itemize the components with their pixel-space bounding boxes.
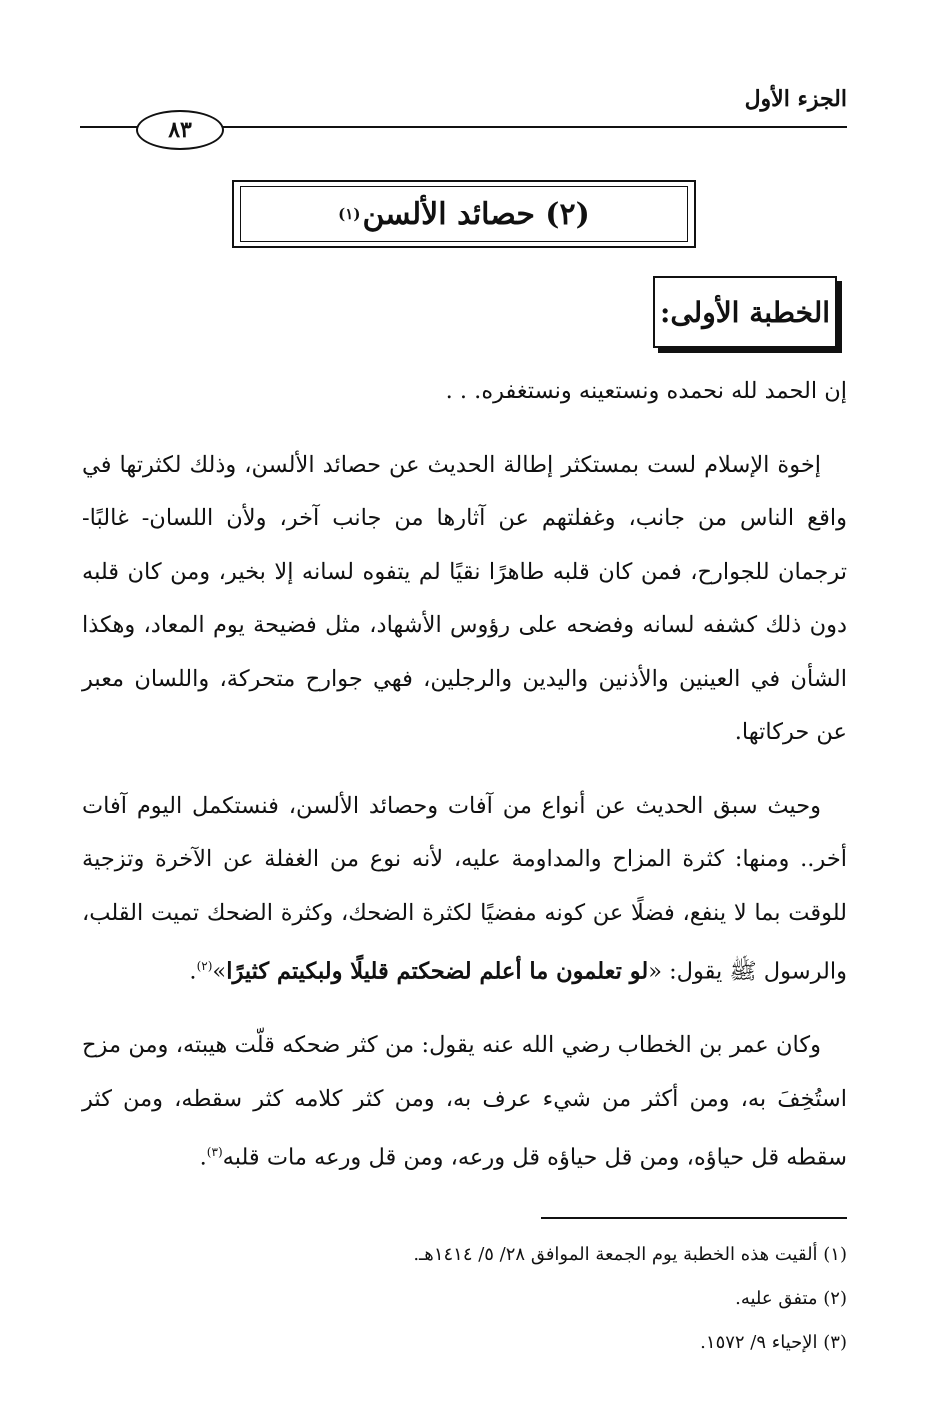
chapter-title-text: (٢) حصائد الألسن bbox=[362, 196, 590, 232]
footnote-ref-3: (٣) bbox=[206, 1145, 223, 1159]
page-number: ٨٣ bbox=[136, 110, 224, 150]
title-footnote-ref: (١) bbox=[338, 205, 361, 223]
chapter-title bbox=[232, 180, 696, 248]
paragraph-3-end: . bbox=[199, 1144, 207, 1171]
footnote-rule bbox=[541, 1217, 847, 1219]
hadith-quote: لو تعلمون ما أعلم لضحكتم قليلًا ولبكيتم كثيرًا bbox=[226, 958, 649, 985]
quote-close-mark: » bbox=[212, 958, 227, 985]
footnote-ref-2: (٢) bbox=[196, 959, 213, 973]
opening-line: إن الحمد لله نحمده ونستعينه ونستغفره. . . bbox=[445, 378, 847, 404]
footnote-1: (١) ألقيت هذه الخطبة يوم الجمعة الموافق ٢٨/ ٥/ ١٤١٤هـ. bbox=[413, 1244, 847, 1265]
paragraph-2-end: . bbox=[189, 958, 197, 985]
chapter-title-frame bbox=[232, 180, 696, 248]
footnotes bbox=[90, 1233, 847, 1365]
paragraph-3 bbox=[82, 1019, 847, 1185]
footnote-3: (٣) الإحياء ٩/ ١٥٧٢. bbox=[700, 1332, 847, 1353]
paragraph-1: إخوة الإسلام لست بمستكثر إطالة الحديث عن حصائد الألسن، وذلك لكثرتها في واقع الناس من جانب، وغفلتهم عن آثارها من جانب آخر، ولأن اللسان- غالبًا- ترجمان للجوارح، فمن كان قلبه طاهرًا نقيًا لم يتفوه لسانه إلا بخير، ومن كان قلبه دون ذلك كشفه لسانه وفضحه على رؤوس الأشهاد، مثل فضيحة يوم المعاد، وهكذا الشأن في العينين والأذنين واليدين والرجلين، فهي جوارح متحركة، واللسان معبر عن حركاتها. bbox=[82, 451, 847, 745]
body-text bbox=[82, 365, 847, 1205]
footnote-2: (٢) متفق عليه. bbox=[735, 1288, 847, 1309]
running-head: الجزء الأول bbox=[744, 86, 847, 112]
paragraph-3-text: وكان عمر بن الخطاب رضي الله عنه يقول: من كثر ضحكه قلّت هيبته، ومن مزح استُخِفَ به، ومن أكثر من شيء عرف به، ومن كثر كلامه كثر سقطه، ومن كثر سقطه قل حياؤه، ومن قل حياؤه قل ورعه، ومن قل ورعه مات قلبه bbox=[82, 1032, 847, 1171]
paragraph-2 bbox=[82, 780, 847, 1000]
section-heading: الخطبة الأولى: bbox=[653, 276, 837, 348]
paragraph-2-text: وحيث سبق الحديث عن أنواع من آفات وحصائد الألسن، فنستكمل اليوم آفات أخر.. ومنها: كثرة المزاح والمداومة عليه، لأنه نوع من الغفلة عن الآخرة وتزجية للوقت بما لا ينفع، فضلًا عن كونه مفضيًا لكثرة الضحك، وكثرة الضحك تميت القلب، والرسول ﷺ يقول: « bbox=[82, 792, 847, 985]
